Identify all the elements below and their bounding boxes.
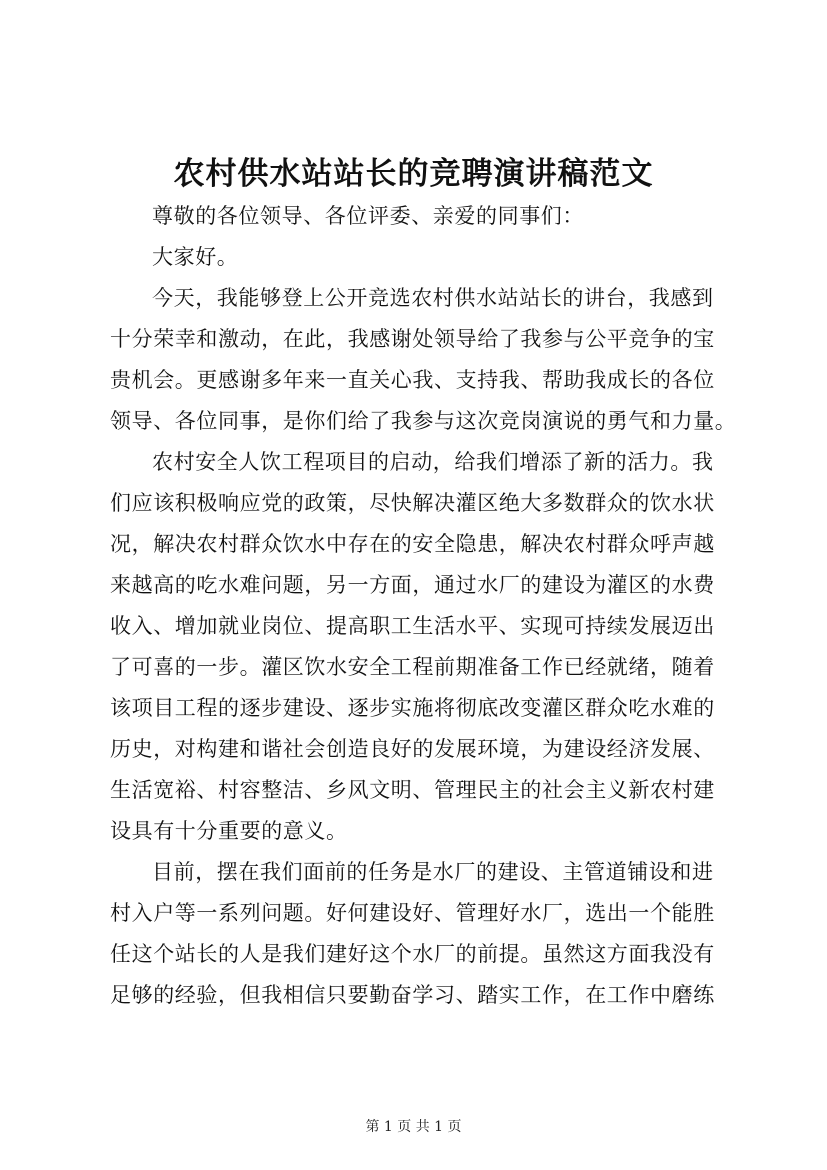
body-text-line: 生活宽裕、村容整洁、乡风文明、管理民主的社会主义新农村建 (110, 778, 715, 802)
body-text-line: 历史，对构建和谐社会创造良好的发展环境，为建设经济发展、 (110, 737, 715, 761)
body-text-line: 领导、各位同事，是你们给了我参与这次竞岗演说的勇气和力量。 (110, 409, 737, 433)
body-text-line: 十分荣幸和激动，在此，我感谢处领导给了我参与公平竞争的宝 (110, 327, 715, 351)
body-text-line: 任这个站长的人是我们建好这个水厂的前提。虽然这方面我没有 (110, 942, 715, 966)
document-body (110, 196, 737, 1016)
page-footer: 第 1 页 共 1 页 (365, 1119, 462, 1135)
body-text-line: 们应该积极响应党的政策，尽快解决灌区绝大多数群众的饮水状 (110, 491, 715, 515)
body-text-line: 大家好。 (152, 245, 239, 269)
body-text-line: 贵机会。更感谢多年来一直关心我、支持我、帮助我成长的各位 (110, 368, 715, 392)
body-text-line: 该项目工程的逐步建设、逐步实施将彻底改变灌区群众吃水难的 (110, 696, 715, 720)
body-text-line: 尊敬的各位领导、各位评委、亲爱的同事们： (152, 204, 584, 228)
body-text-line: 况，解决农村群众饮水中存在的安全隐患，解决农村群众呼声越 (110, 532, 715, 556)
body-text-line: 目前，摆在我们面前的任务是水厂的建设、主管道铺设和进 (152, 860, 714, 884)
body-text-line: 收入、增加就业岗位、提高职工生活水平、实现可持续发展迈出 (110, 614, 715, 638)
body-text-line: 了可喜的一步。灌区饮水安全工程前期准备工作已经就绪，随着 (110, 655, 715, 679)
body-text-line: 村入户等一系列问题。好何建设好、管理好水厂，选出一个能胜 (110, 901, 715, 925)
document-title: 农村供水站站长的竞聘演讲稿范文 (173, 156, 654, 192)
body-text-line: 足够的经验，但我相信只要勤奋学习、踏实工作，在工作中磨练 (110, 983, 715, 1007)
body-text-line: 来越高的吃水难问题，另一方面，通过水厂的建设为灌区的水费 (110, 573, 715, 597)
body-text-line: 设具有十分重要的意义。 (110, 819, 348, 843)
body-text-line: 今天，我能够登上公开竞选农村供水站站长的讲台，我感到 (152, 286, 714, 310)
body-text-line: 农村安全人饮工程项目的启动，给我们增添了新的活力。我 (152, 450, 714, 474)
